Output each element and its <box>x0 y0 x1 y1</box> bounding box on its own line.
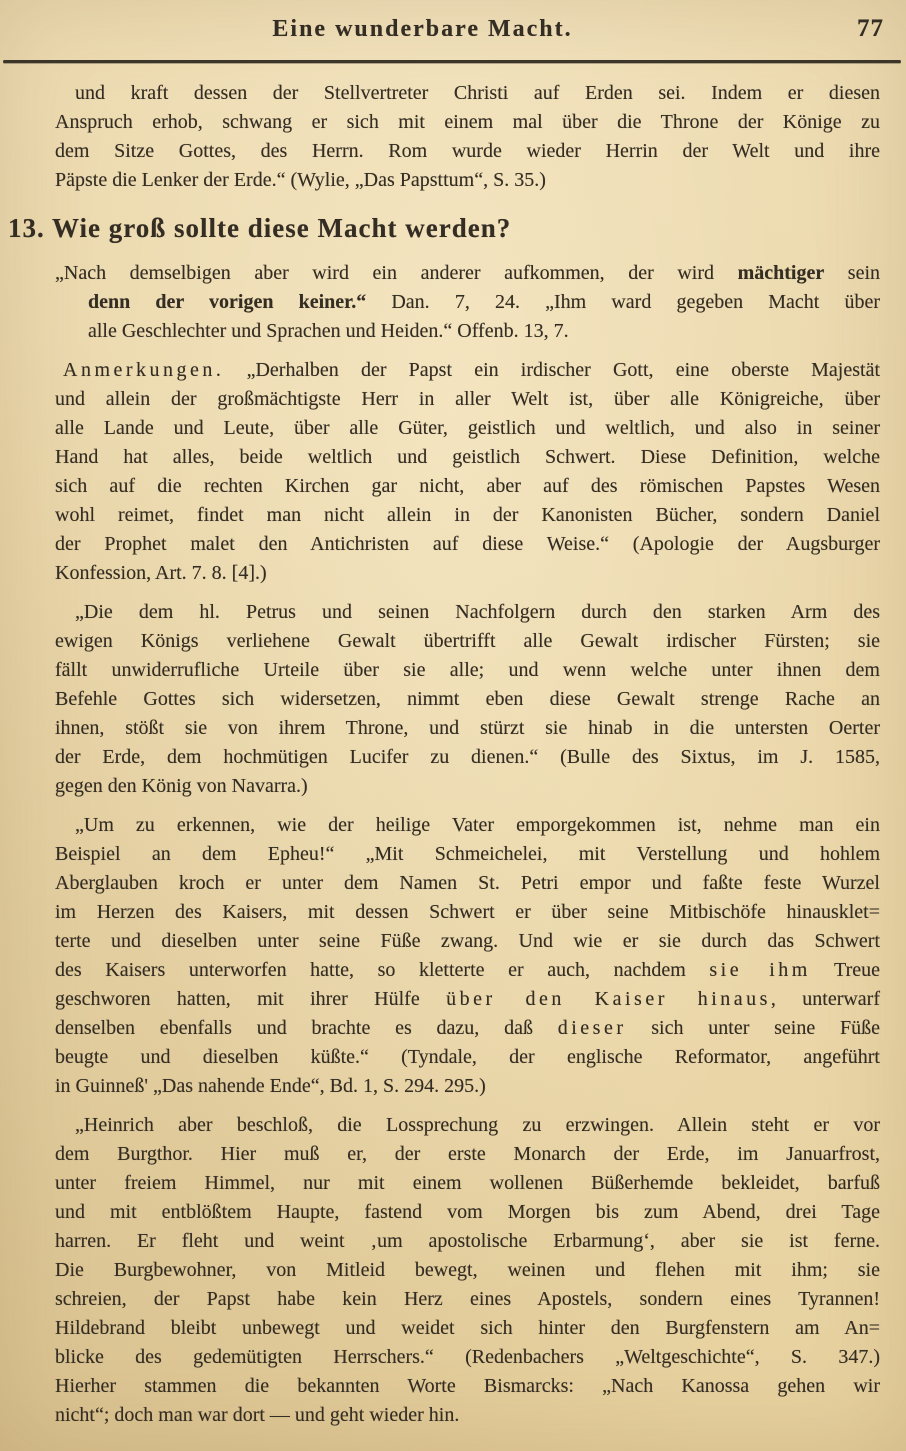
text-run: Anspruch erhob, schwang er sich mit einem mal über die Throne der Könige zu <box>55 111 880 133</box>
text-run: ihnen, stößt sie von ihrem Throne, und stürzt sie hinab in die untersten Oerter <box>55 717 880 739</box>
text-line <box>55 685 880 714</box>
text-run: geschworen hatten, mit ihrer Hülfe <box>55 988 447 1010</box>
text-line <box>55 137 880 166</box>
paragraph <box>55 79 880 195</box>
text-run: und kraft dessen der Stellvertreter Christi auf Erden sei. Indem er diesen <box>75 82 880 104</box>
text-line <box>55 79 880 108</box>
text-line <box>55 840 880 869</box>
bold-text: mächtiger <box>737 262 825 284</box>
text-line <box>55 108 880 137</box>
text-line <box>55 1072 880 1101</box>
text-line <box>55 811 880 840</box>
text-run: der Prophet malet den Antichristen auf diese Weise.“ (Apologie der Augsburger <box>55 533 880 555</box>
text-run: dem Sitze Gottes, des Herrn. Rom wurde wieder Herrin der Welt und ihre <box>55 140 880 162</box>
text-run: dem Burgthor. Hier muß er, der erste Monarch der Erde, im Januarfrost, <box>55 1143 880 1165</box>
text-line <box>55 869 880 898</box>
text-run: im Herzen des Kaisers, mit dessen Schwert er über seine Mitbischöfe hinausklet= <box>55 901 880 923</box>
text-run: beugte und dieselben küßte.“ (Tyndale, der englische Reformator, angeführt <box>55 1046 880 1068</box>
text-line <box>55 414 880 443</box>
text-line <box>55 743 880 772</box>
paragraph <box>55 356 880 588</box>
text-run: sein <box>824 262 880 284</box>
text-run: schreien, der Papst habe kein Herz eines Apostels, sondern eines Tyrannen! <box>55 1288 880 1310</box>
text-run: unter freiem Himmel, nur mit einem wollenen Büßerhemde bekleidet, barfuß <box>55 1172 880 1194</box>
text-line <box>55 598 880 627</box>
text-line <box>55 1043 880 1072</box>
text-run: Aberglauben kroch er unter dem Namen St. Petri empor und faßte feste Wurzel <box>55 872 880 894</box>
text-run: „Nach demselbigen aber wird ein anderer aufkommen, der wird <box>55 262 738 284</box>
text-line <box>55 898 880 927</box>
text-line <box>55 1111 880 1140</box>
page-header <box>0 0 906 46</box>
bold-text: denn der vorigen keiner.“ <box>88 291 367 313</box>
text-run: und mit entblößtem Haupte, fastend vom Morgen bis zum Abend, drei Tage <box>55 1201 880 1223</box>
text-line <box>55 1314 880 1343</box>
text-run: in Guinneß' „Das nahende Ende“, Bd. 1, S. 294. 295.) <box>55 1075 486 1097</box>
header-rule <box>3 60 901 63</box>
text-run: wohl reimet, findet man nicht allein in der Kanonisten Bücher, sondern Daniel <box>55 504 880 526</box>
text-line <box>88 317 880 346</box>
text-line <box>88 288 880 317</box>
text-line <box>55 627 880 656</box>
paragraph <box>55 259 880 346</box>
text-run: gegen den König von Navarra.) <box>55 775 308 797</box>
body-text <box>8 79 881 1430</box>
text-run: ewigen Königs verliehene Gewalt übertrifft alle Gewalt irdischer Fürsten; sie <box>55 630 880 652</box>
text-run: Beispiel an dem Epheu!“ „Mit Schmeichelei, mit Verstellung und hohlem <box>55 843 880 865</box>
text-run: „Heinrich aber beschloß, die Lossprechung zu erzwingen. Allein steht er vor <box>75 1114 880 1136</box>
page-title: Eine wunderbare Macht. <box>272 16 573 42</box>
text-line <box>55 1343 880 1372</box>
text-run: Hildebrand bleibt unbewegt und weidet sich hinter den Burgfenstern am An= <box>55 1317 880 1339</box>
text-run: Befehle Gottes sich widersetzen, nimmt eben diese Gewalt strenge Rache an <box>55 688 880 710</box>
letterspaced-text: dieser <box>557 1017 627 1039</box>
text-line <box>55 956 880 985</box>
text-run: und allein der großmächtigste Herr in aller Welt ist, über alle Königreiche, über <box>55 388 880 410</box>
paragraph <box>55 598 880 801</box>
text-run: Hand hat alles, beide weltlich und geistlich Schwert. Diese Definition, welche <box>55 446 880 468</box>
text-line <box>55 927 880 956</box>
text-run: terte und dieselben unter seine Füße zwang. Und wie er sie durch das Schwert <box>55 930 880 952</box>
text-run: des Kaisers unterworfen hatte, so kletterte er auch, nachdem <box>55 959 710 981</box>
text-run: Hierher stammen die bekannten Worte Bismarcks: „Nach Kanossa gehen wir <box>55 1375 880 1397</box>
text-line <box>55 501 880 530</box>
text-line <box>55 259 880 288</box>
text-run: Konfession, Art. 7. 8. [4].) <box>55 562 267 584</box>
text-line <box>55 472 880 501</box>
text-run: alle Lande und Leute, über alle Güter, geistlich und weltlich, und also in seiner <box>55 417 880 439</box>
text-run: Päpste die Lenker der Erde.“ (Wylie, „Das Papsttum“, S. 35.) <box>55 169 546 191</box>
text-run: „Um zu erkennen, wie der heilige Vater emporgekommen ist, nehme man ein <box>75 814 880 836</box>
text-run: , unterwarf <box>770 988 880 1010</box>
text-run: Treue <box>810 959 880 981</box>
text-line <box>55 1169 880 1198</box>
page-number: 77 <box>857 15 884 42</box>
text-run: der Erde, dem hochmütigen Lucifer zu dienen.“ (Bulle des Sixtus, im J. 1585, <box>55 746 880 768</box>
text-line <box>55 1285 880 1314</box>
text-run: sich auf die rechten Kirchen gar nicht, aber auf des römischen Papstes Wesen <box>55 475 880 497</box>
letterspaced-text: sie ihm <box>709 959 811 981</box>
text-run: sich unter seine Füße <box>626 1017 881 1039</box>
letterspaced-text: Anmerkungen. <box>63 359 225 381</box>
text-line <box>55 385 880 414</box>
text-run: „Die dem hl. Petrus und seinen Nachfolgern durch den starken Arm des <box>75 601 880 623</box>
text-line <box>55 530 880 559</box>
text-line <box>55 1372 880 1401</box>
text-run: fällt unwiderrufliche Urteile über sie alle; und wenn welche unter ihnen dem <box>55 659 880 681</box>
text-run: Die Burgbewohner, von Mitleid bewegt, weinen und flehen mit ihm; sie <box>55 1259 880 1281</box>
text-run: denselben ebenfalls und brachte es dazu, daß <box>55 1017 558 1039</box>
text-line <box>55 772 880 801</box>
text-line <box>55 356 880 385</box>
text-line <box>55 656 880 685</box>
section-heading: 13. Wie groß sollte diese Macht werden? <box>8 213 512 243</box>
text-run: nicht“; doch man war dort — und geht wieder hin. <box>55 1404 460 1426</box>
text-line <box>55 1256 880 1285</box>
text-line <box>55 1014 880 1043</box>
text-line <box>55 1227 880 1256</box>
text-run: alle Geschlechter und Sprachen und Heiden.“ Offenb. 13, 7. <box>88 320 569 342</box>
text-line <box>55 166 880 195</box>
text-run: blicke des gedemütigten Herrschers.“ (Redenbachers „Weltgeschichte“, S. 347.) <box>55 1346 880 1368</box>
letterspaced-text: über den Kaiser hinaus <box>446 988 771 1010</box>
text-run: „Derhalben der Papst ein irdischer Gott, eine oberste Majestät <box>224 359 880 381</box>
paragraph <box>55 811 880 1101</box>
text-run: Dan. 7, 24. „Ihm ward gegeben Macht über <box>366 291 880 313</box>
text-line <box>55 443 880 472</box>
text-line <box>55 714 880 743</box>
paragraph <box>55 1111 880 1430</box>
text-line <box>55 1401 880 1430</box>
text-line <box>55 1140 880 1169</box>
text-line <box>55 1198 880 1227</box>
text-line <box>55 559 880 588</box>
text-run: harren. Er fleht und weint ‚um apostolische Erbarmung‘, aber sie ist ferne. <box>55 1230 880 1252</box>
text-line <box>55 985 880 1014</box>
